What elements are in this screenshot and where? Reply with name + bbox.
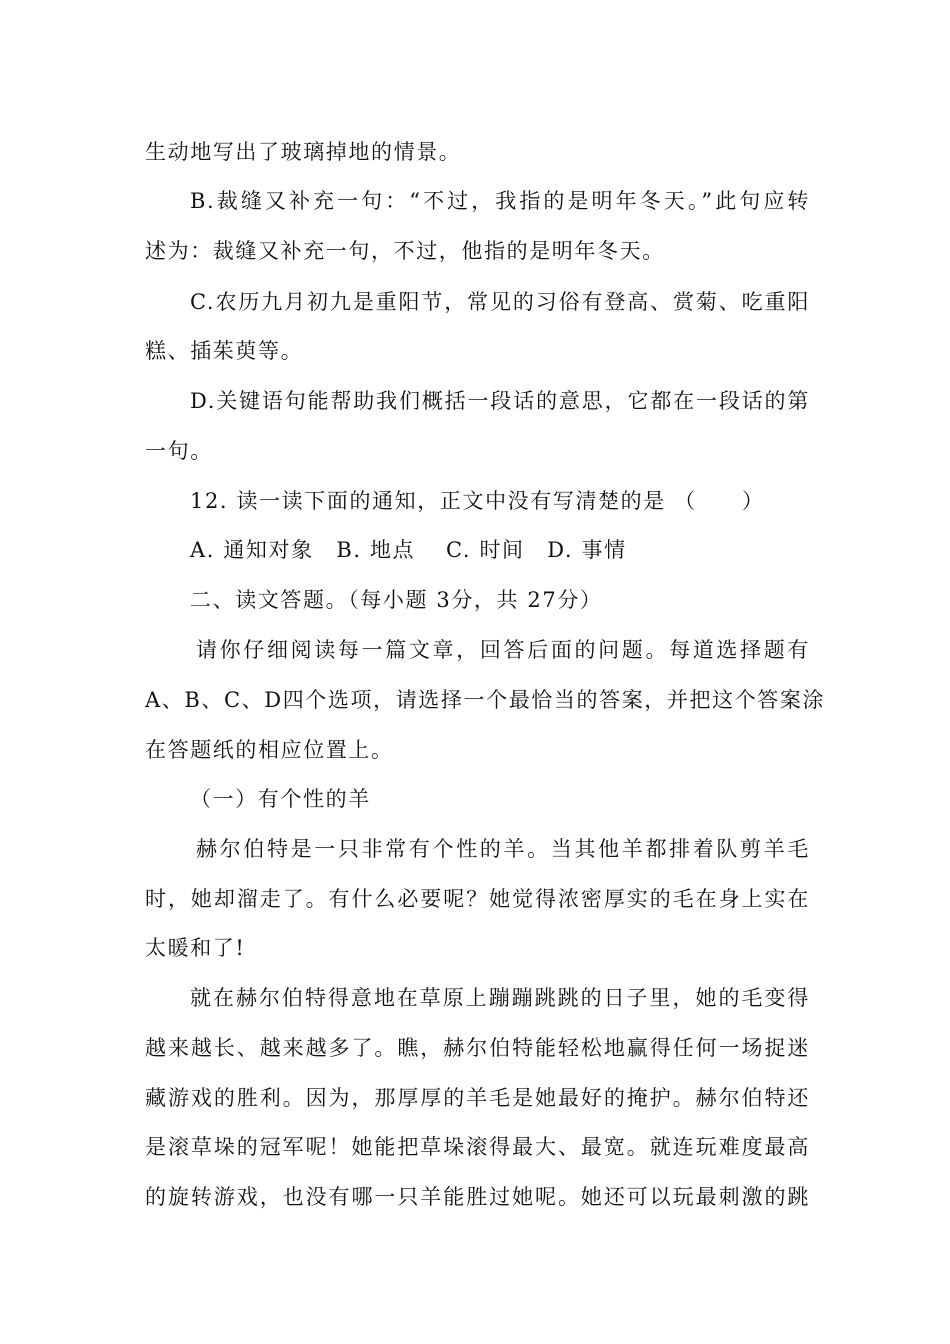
text-line-19: 越来越长、越来越多了。瞧，赫尔伯特能轻松地赢得任何一场捉迷: [145, 1036, 810, 1060]
section-heading: 二、读文答题。（每小题 3分，共 27分）: [190, 588, 603, 612]
text-line-20: 藏游戏的胜利。因为，那厚厚的羊毛是她最好的掩护。赫尔伯特还: [145, 1086, 810, 1110]
text-line-11: 请你仔细阅读每一篇文章，回答后面的问题。每道选择题有: [196, 638, 810, 662]
text-line-21: 是滚草垛的冠军呢！她能把草垛滚得最大、最宽。就连玩难度最高: [145, 1135, 810, 1159]
text-line-1: 生动地写出了玻璃掉地的情景。: [145, 140, 462, 164]
text-line-13: 在答题纸的相应位置上。: [145, 738, 394, 762]
text-line-15: 赫尔伯特是一只非常有个性的羊。当其他羊都排着队剪羊毛: [196, 837, 810, 861]
question-12: 12. 读一读下面的通知，正文中没有写清楚的是 （ ）: [190, 489, 765, 513]
text-line-22: 的旋转游戏，也没有哪一只羊能胜过她呢。她还可以玩最刺激的跳: [145, 1185, 810, 1209]
text-line-4: C.农历九月初九是重阳节，常见的习俗有登高、赏菊、吃重阳: [190, 290, 810, 314]
text-line-2: B.裁缝又补充一句：“不过，我指的是明年冬天。”此句应转: [190, 189, 810, 213]
text-line-3: 述为：裁缝又补充一句，不过，他指的是明年冬天。: [145, 239, 665, 263]
text-line-5: 糕、插茱萸等。: [145, 339, 304, 363]
question-12-options: A. 通知对象 B. 地点 C. 时间 D. 事情: [190, 538, 627, 562]
text-line-17: 太暖和了!: [145, 936, 246, 960]
text-line-12: A、B、C、D四个选项，请选择一个最恰当的答案，并把这个答案涂: [145, 688, 826, 712]
text-line-7: 一句。: [145, 439, 213, 463]
passage-title: （一）有个性的羊: [190, 787, 371, 811]
text-line-18: 就在赫尔伯特得意地在草原上蹦蹦跳跳的日子里，她的毛变得: [190, 986, 810, 1010]
text-line-16: 时，她却溜走了。有什么必要呢？她觉得浓密厚实的毛在身上实在: [145, 887, 810, 911]
text-line-6: D.关键语句能帮助我们概括一段话的意思，它都在一段话的第: [190, 389, 810, 413]
